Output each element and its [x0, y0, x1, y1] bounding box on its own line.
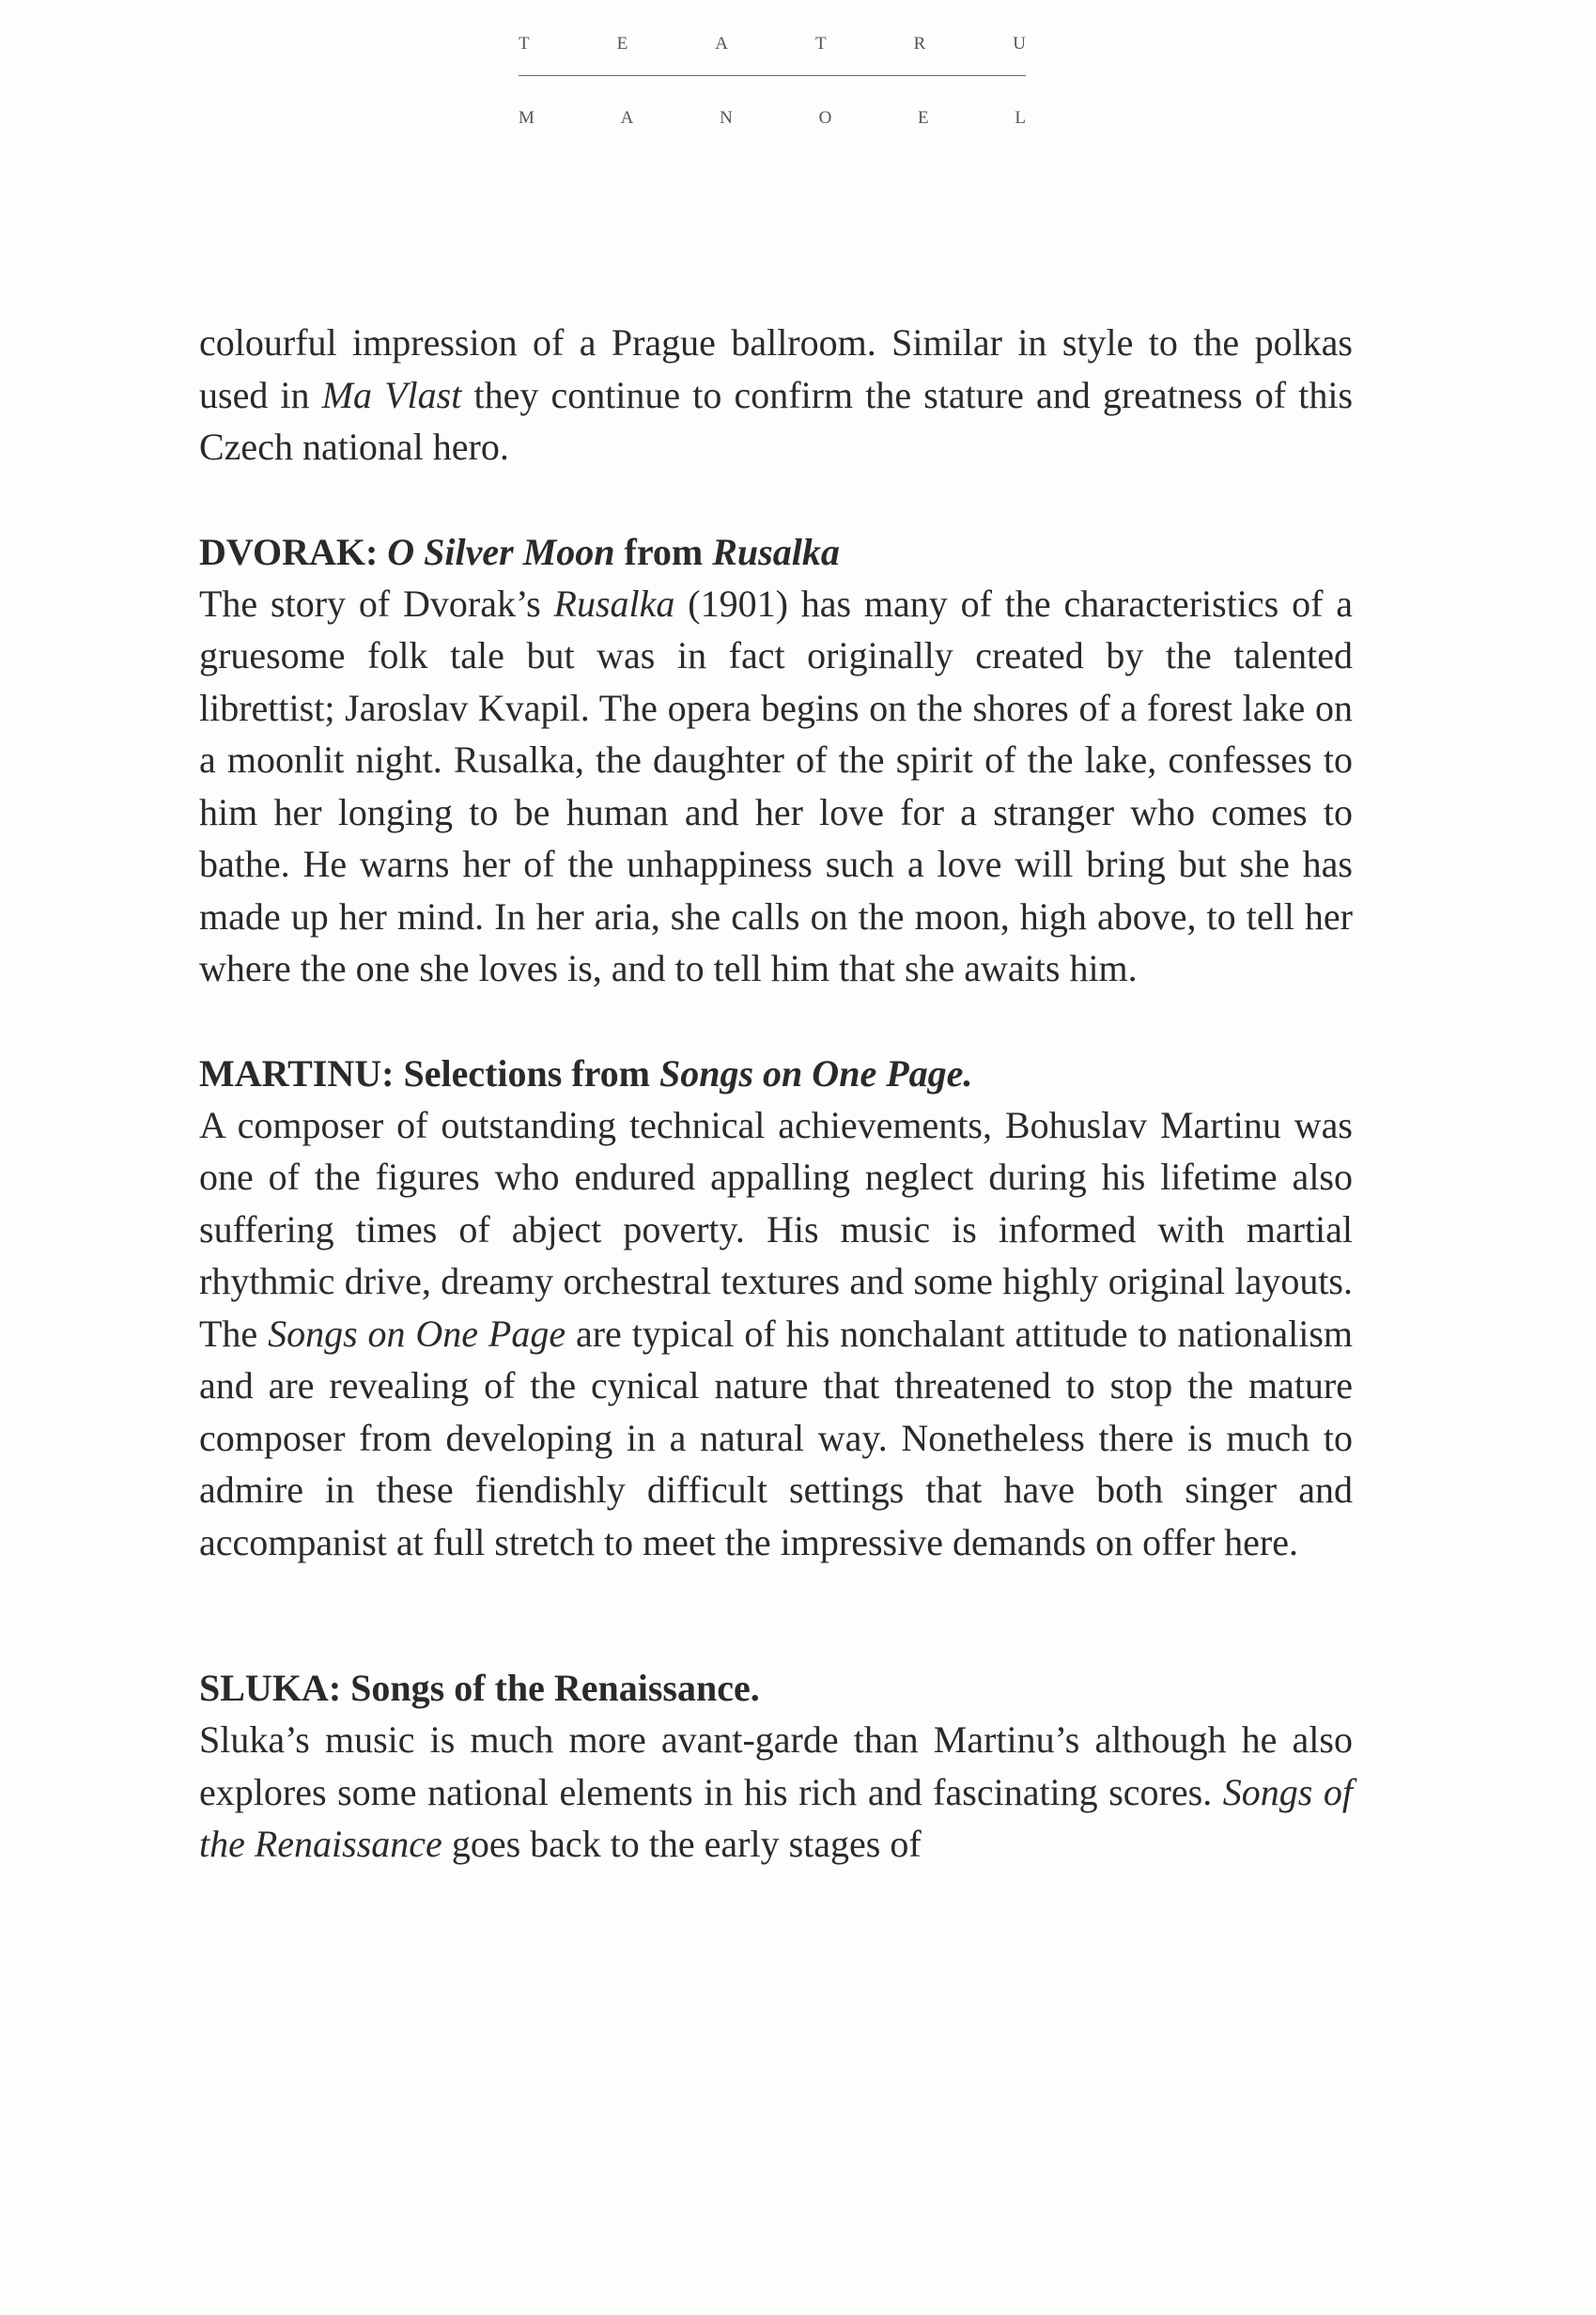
- masthead-line-teatru: [519, 34, 1026, 54]
- text-run: Sluka’s music is much more avant-garde than Martinu’s although he also explores some national elements in his rich and fascinating scores.: [199, 1718, 1353, 1813]
- italic-title: Ma Vlast: [321, 373, 462, 416]
- text-run: MARTINU: Selections from: [199, 1051, 659, 1095]
- italic-title: Songs on One Page: [268, 1312, 566, 1355]
- section-heading: [199, 526, 1353, 578]
- text-run: from: [614, 530, 713, 573]
- section-body: [199, 1714, 1353, 1871]
- masthead-letter: E: [918, 108, 929, 128]
- italic-title: Songs on One Page.: [659, 1051, 973, 1095]
- masthead-letter: T: [519, 34, 530, 54]
- italic-title: Songs of the Renaissance: [199, 1770, 1354, 1865]
- text-run: colourful impression of a Prague ballroom. Similar in style to the polkas used in: [199, 321, 1353, 416]
- masthead-line-manoel: [519, 108, 1026, 129]
- masthead-letter: E: [616, 34, 628, 54]
- italic-title: O Silver Moon: [387, 530, 615, 573]
- masthead-letter: A: [715, 34, 728, 54]
- section-heading: [199, 1662, 1353, 1714]
- masthead-letter: M: [519, 108, 535, 128]
- section-sluka: [199, 1662, 1353, 1871]
- masthead-letter: O: [818, 108, 832, 128]
- italic-title: Rusalka: [553, 582, 675, 625]
- section-martinu: [199, 1048, 1353, 1569]
- masthead-letter: R: [913, 34, 926, 54]
- intro-paragraph: [199, 317, 1353, 474]
- text-run: SLUKA: Songs of the Renaissance.: [199, 1667, 760, 1709]
- page-content: [199, 317, 1353, 1871]
- italic-title: Rusalka: [712, 530, 840, 573]
- text-run: DVORAK:: [199, 530, 388, 573]
- section-dvorak: [199, 526, 1353, 995]
- text-run: A composer of outstanding technical achievements, Bohuslav Martinu was one of the figures who endured appalling neglect during his lifetime also suffering times of abject poverty. His music is informed with martial rhythmic drive, dreamy orchestral textures and some highly original layouts. The: [199, 1103, 1353, 1355]
- masthead-letter: T: [814, 34, 827, 54]
- section-heading: [199, 1048, 1353, 1099]
- section-body: [199, 1099, 1353, 1569]
- masthead-letter: U: [1013, 34, 1026, 54]
- masthead-letter: L: [1015, 108, 1026, 128]
- masthead: [519, 34, 1026, 129]
- text-run: (1901) has many of the characteristics of a gruesome folk tale but was in fact originally created by the talented librettist; Jaroslav Kvapil. The opera begins on the shores of a forest lake on a moonlit night. Rusalka, the daughter of the spirit of the lake, confesses to him her longing to be human and her love for a stranger who comes to bathe. He warns her of the unhappiness such a love will bring but she has made up her mind. In her aria, she calls on the moon, high above, to tell her where the one she loves is, and to tell him that she awaits him.: [199, 582, 1353, 989]
- masthead-letter: A: [620, 108, 634, 128]
- masthead-letter: N: [720, 108, 733, 128]
- text-run: are typical of his nonchalant attitude to nationalism and are revealing of the cynical nature that threatened to stop the mature composer from developing in a natural way. Nonetheless there is much to admire in these fiendishly difficult settings that have both singer and accompanist at full stretch to meet the impressive demands on offer here.: [199, 1312, 1353, 1563]
- section-body: [199, 578, 1353, 995]
- masthead-divider: [519, 75, 1026, 76]
- text-run: goes back to the early stages of: [442, 1823, 922, 1865]
- text-run: The story of Dvorak’s: [199, 582, 554, 625]
- text-run: they continue to confirm the stature and greatness of this Czech national hero.: [199, 373, 1354, 468]
